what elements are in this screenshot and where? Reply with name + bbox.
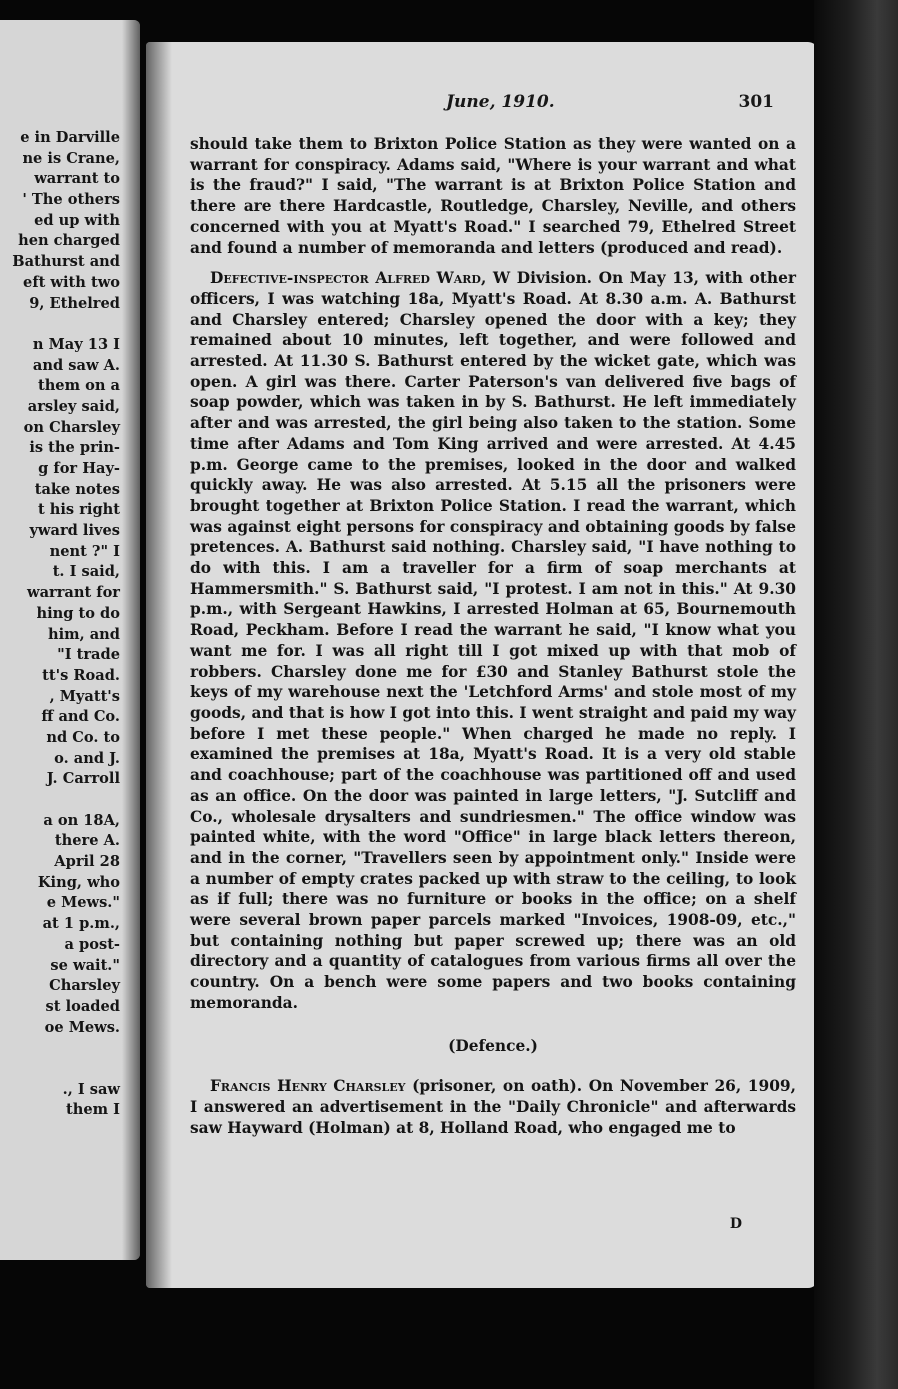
book-edge-strip	[814, 0, 898, 1389]
facing-page-line: ff and Co.	[41, 708, 120, 726]
paragraph-text: (prisoner, on oath). On November 26, 1909, I answered an advertisement in the "Daily Chronicle" and afterwards saw Hayward (Holman) at 8, Holland Road, who engaged me to	[190, 1077, 796, 1137]
facing-page-line: nent ?" I	[49, 542, 120, 560]
facing-page-line: take notes	[34, 480, 120, 498]
facing-page-line: nd Co. to	[46, 728, 120, 746]
facing-page-line: King, who	[37, 873, 120, 891]
facing-page-line: ., I saw	[62, 1080, 120, 1098]
facing-page-line: o. and J.	[54, 749, 120, 767]
facing-page-line: J. Carroll	[46, 770, 120, 788]
facing-page-line: st loaded	[45, 997, 120, 1015]
facing-page-line: Bathurst and	[12, 253, 120, 271]
facing-page-line: arsley said,	[27, 397, 120, 415]
facing-page-line: them on a	[37, 377, 120, 395]
paragraph-continued: should take them to Brixton Police Station as they were wanted on a warrant for conspiracy. Adams said, "Where is your warrant and what is the fraud?" I said, "The warrant is at Brixton Police Station and there are there Hardcastle, Routledge, Charsley, Neville, and others concerned with you at Myatt's Road." I searched 79, Ethelred Street and found a number of memoranda and letters (produced and read).	[190, 135, 796, 257]
facing-page-line: "I trade	[57, 646, 120, 664]
facing-page-line	[0, 314, 120, 335]
facing-page-line	[0, 1059, 120, 1080]
paragraph-ward-testimony	[190, 268, 796, 1013]
facing-page-line: g for Hay-	[38, 460, 120, 477]
facing-page-line	[0, 1038, 120, 1059]
facing-page-line: 9, Ethelred	[29, 294, 120, 312]
page-header	[146, 92, 818, 122]
facing-page-line: ne is Crane,	[22, 149, 120, 167]
witness-name: Francis Henry Charsley	[210, 1077, 406, 1096]
facing-page-fragment	[0, 20, 140, 1260]
facing-page-line: tt's Road.	[42, 666, 120, 684]
facing-page-line: them I	[66, 1101, 120, 1119]
facing-page-line	[0, 790, 120, 811]
signature-mark: D	[729, 1216, 742, 1232]
facing-page-line: ' The others	[22, 191, 120, 209]
facing-page-line: warrant to	[34, 170, 120, 188]
facing-page-line: n May 13 I	[32, 335, 120, 353]
facing-page-line: hen charged	[18, 232, 120, 250]
facing-page-line: him, and	[47, 625, 120, 643]
facing-page-line: there A.	[54, 832, 120, 850]
facing-page-line: hing to do	[36, 604, 120, 622]
facing-page-line: is the prin-	[29, 439, 120, 457]
facing-page-line: eft with two	[23, 273, 120, 291]
facing-page-line: t his right	[37, 501, 120, 519]
facing-page-line: and saw A.	[32, 356, 120, 374]
section-heading: (Defence.)	[448, 1036, 538, 1055]
facing-page-line: e Mews."	[46, 894, 120, 912]
page-edge-shadow	[146, 42, 172, 1288]
facing-page-line: oe Mews.	[44, 1018, 120, 1036]
book-page	[146, 42, 818, 1288]
facing-page-text	[0, 128, 120, 1121]
paragraph-text: W Division. On May 13, with other officers, I was watching 18a, Myatt's Road. At 8.30 a.m. A. Bathurst and Charsley entered; Charsley opened the door with a key; they remained about 10 minutes, left together, and were followed and arrested. At 11.30 S. Bathurst entered by the wicket gate, which was open. A girl was there. Carter Paterson's van delivered five bags of soap powder, which was taken in by S. Bathurst. He left immediately after and was arrested, the girl being also taken to the station. Some time after Adams and Tom King arrived and were arrested. At 4.45 p.m. George came to the premises, looked in the door and walked quickly away. He was also arrested. At 5.15 all the prisoners were brought together at Brixton Police Station. I read the warrant, which was against eight persons for conspiracy and obtaining goods by false pretences. A. Bathurst said nothing. Charsley said, "I have nothing to do with this. I am a traveller for a firm of soap merchants at Hammersmith." S. Bathurst said, "I protest. I am not in this." At 9.30 p.m., with Sergeant Hawkins, I arrested Holman at 65, Bournemouth Road, Peckham. Before I read the warrant he said, "I know what you want me for. I was all right till I got mixed up with that mob of robbers. Charsley done me for £30 and Stanley Bathurst stole the keys of my warehouse next the 'Letchford Arms' and stole most of my goods, and that is how I got into this. I went straight and paid my way before I met these people." When charged he made no reply. I examined the premises at 18a, Myatt's Road. It is a very old stable and coachhouse; part of the coachhouse was partitioned off and used as an office. On the door was painted in large letters, "J. Sutcliff and Co., wholesale drysalters and sundriesmen." The office window was painted white, with the word "Office" in large black letters thereon, and in the corner, "Travellers seen by appointment only." Inside were a number of empty crates packed up with straw to the ceiling, to look as if full; there was no furniture or books in the office; on a shelf were several brown paper parcels marked "Invoices, 1908-09, etc.," but containing nothing but paper screwed up; there was an old directory and a quantity of catalogues from various firms all over the country. On a bench were some papers and two books containing memoranda.	[190, 269, 796, 1012]
facing-page-line: ed up with	[34, 211, 120, 229]
facing-page-line: on Charsley	[23, 418, 120, 436]
facing-page-line: se wait."	[50, 956, 120, 974]
facing-page-line: April 28	[54, 853, 120, 871]
facing-page-line: a post-	[64, 935, 120, 953]
facing-page-line: a on 18A,	[43, 811, 120, 829]
page-number: 301	[738, 92, 774, 112]
paragraph-charsley-testimony	[190, 1076, 796, 1138]
facing-page-line: warrant for	[27, 584, 120, 602]
page-body	[190, 134, 796, 1138]
facing-page-line: Charsley	[49, 977, 120, 995]
witness-name: Defective-inspector Alfred Ward,	[210, 269, 487, 288]
running-head: June, 1910.	[446, 92, 555, 112]
facing-page-line: , Myatt's	[49, 687, 120, 705]
facing-page-line: t. I said,	[52, 563, 120, 581]
facing-page-line: yward lives	[29, 522, 120, 540]
facing-page-line: at 1 p.m.,	[42, 915, 120, 933]
facing-page-line: e in Darville	[20, 129, 120, 146]
gutter-shadow	[122, 20, 140, 1260]
